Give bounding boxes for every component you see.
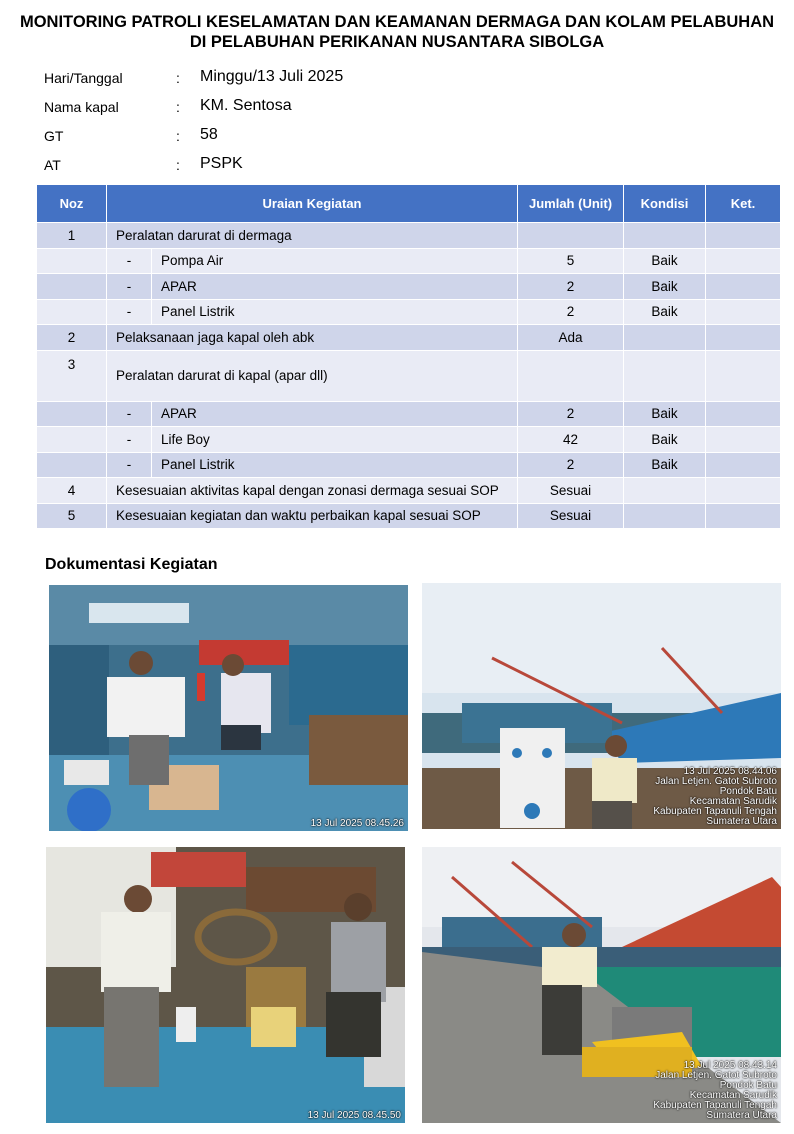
document-title — [0, 12, 794, 52]
cell-ket — [706, 248, 781, 274]
info-label: Hari/Tanggal — [44, 70, 123, 86]
info-value: Minggu/13 Juli 2025 — [200, 68, 344, 85]
cell-uraian: Kesesuaian aktivitas kapal dengan zonasi dermaga sesuai SOP — [107, 478, 518, 504]
photo-engine-room-image — [49, 585, 408, 831]
table-row — [37, 299, 781, 325]
stamp-line: Kabupaten Tapanuli Tengah — [653, 1100, 777, 1111]
cell-uraian: Pelaksanaan jaga kapal oleh abk — [107, 325, 518, 351]
cell-ket — [706, 478, 781, 504]
cell-ket — [706, 350, 781, 401]
cell-jumlah — [518, 350, 624, 401]
cell-dash: - — [107, 401, 152, 427]
photo-engine-discussion-image — [46, 847, 405, 1123]
cell-ket — [706, 452, 781, 478]
header-kondisi: Kondisi — [624, 185, 706, 223]
cell-jumlah — [518, 223, 624, 249]
cell-no — [37, 452, 107, 478]
stamp-line: Kecamatan Sarudik — [689, 796, 777, 807]
info-colon: : — [176, 128, 180, 144]
title-line-2: DI PELABUHAN PERIKANAN NUSANTARA SIBOLGA — [189, 33, 605, 51]
cell-jumlah: 5 — [518, 248, 624, 274]
cell-ket — [706, 427, 781, 453]
cell-uraian: Peralatan darurat di kapal (apar dll) — [107, 350, 518, 401]
info-label: Nama kapal — [44, 99, 119, 115]
cell-kondisi: Baik — [624, 401, 706, 427]
cell-dash: - — [107, 248, 152, 274]
cell-item: Pompa Air — [152, 248, 518, 274]
title-line-1: MONITORING PATROLI KESELAMATAN DAN KEAMANAN DERMAGA DAN KOLAM PELABUHAN — [19, 13, 775, 31]
info-colon: : — [176, 157, 180, 173]
header-no: Noz — [37, 185, 107, 223]
info-value: PSPK — [200, 155, 243, 172]
info-colon: : — [176, 99, 180, 115]
cell-jumlah: 2 — [518, 401, 624, 427]
info-value: 58 — [200, 126, 218, 143]
cell-kondisi: Baik — [624, 299, 706, 325]
cell-kondisi: Baik — [624, 274, 706, 300]
photo-timestamp — [653, 1061, 777, 1121]
cell-dash: - — [107, 299, 152, 325]
info-value: KM. Sentosa — [200, 97, 292, 114]
stamp-line: 13 Jul 2025 08.44.06 — [683, 766, 777, 777]
info-row-at — [44, 153, 444, 182]
cell-no — [37, 248, 107, 274]
cell-kondisi — [624, 325, 706, 351]
table-row — [37, 478, 781, 504]
cell-item: Life Boy — [152, 427, 518, 453]
cell-item: Panel Listrik — [152, 452, 518, 478]
stamp-line: Pondok Batu — [719, 1080, 777, 1091]
table-row — [37, 452, 781, 478]
cell-kondisi — [624, 350, 706, 401]
cell-no — [37, 401, 107, 427]
cell-ket — [706, 299, 781, 325]
cell-jumlah: 2 — [518, 299, 624, 325]
stamp-line: Pondok Batu — [719, 786, 777, 797]
info-row-ship-name — [44, 95, 444, 124]
cell-jumlah: 2 — [518, 452, 624, 478]
photo-engine-room-inspection — [49, 585, 408, 831]
cell-no — [37, 299, 107, 325]
cell-item: Panel Listrik — [152, 299, 518, 325]
info-colon: : — [176, 70, 180, 86]
cell-jumlah: Sesuai — [518, 478, 624, 504]
cell-dash: - — [107, 452, 152, 478]
table-header-row — [37, 185, 781, 223]
photo-engine-room-discussion — [46, 847, 405, 1123]
stamp-line: 13 Jul 2025 08.45.26 — [310, 818, 404, 829]
table-row — [37, 223, 781, 249]
table-row — [37, 274, 781, 300]
stamp-line: Jalan Letjen. Gatot Subroto — [655, 776, 777, 787]
table-row — [37, 248, 781, 274]
cell-jumlah: Ada — [518, 325, 624, 351]
header-uraian: Uraian Kegiatan — [107, 185, 518, 223]
header-ket: Ket. — [706, 185, 781, 223]
cell-kondisi: Baik — [624, 452, 706, 478]
documentation-heading: Dokumentasi Kegiatan — [45, 556, 218, 573]
stamp-line: Jalan Letjen. Gatot Subroto — [655, 1070, 777, 1081]
table-row — [37, 350, 781, 401]
cell-item: APAR — [152, 401, 518, 427]
stamp-line: Kecamatan Sarudik — [689, 1090, 777, 1101]
cell-ket — [706, 223, 781, 249]
photo-harbor-electric-post — [422, 583, 781, 829]
table-row — [37, 503, 781, 529]
stamp-line: Sumatera Utara — [706, 816, 777, 827]
cell-no: 5 — [37, 503, 107, 529]
photo-timestamp — [311, 819, 404, 829]
cell-ket — [706, 325, 781, 351]
cell-kondisi — [624, 478, 706, 504]
cell-kondisi: Baik — [624, 427, 706, 453]
vessel-info — [44, 66, 444, 182]
cell-no: 4 — [37, 478, 107, 504]
table-row — [37, 325, 781, 351]
header-jumlah: Jumlah (Unit) — [518, 185, 624, 223]
photo-timestamp — [308, 1111, 401, 1121]
info-row-gt — [44, 124, 444, 153]
photo-dock-electric-panel — [422, 847, 781, 1123]
cell-uraian: Kesesuaian kegiatan dan waktu perbaikan kapal sesuai SOP — [107, 503, 518, 529]
table-row — [37, 427, 781, 453]
cell-dash: - — [107, 427, 152, 453]
cell-no: 2 — [37, 325, 107, 351]
cell-ket — [706, 401, 781, 427]
cell-dash: - — [107, 274, 152, 300]
cell-kondisi — [624, 503, 706, 529]
cell-no — [37, 274, 107, 300]
stamp-line: 13 Jul 2025 08.43.14 — [683, 1060, 777, 1071]
cell-uraian: Peralatan darurat di dermaga — [107, 223, 518, 249]
info-label: AT — [44, 157, 61, 173]
info-row-date — [44, 66, 444, 95]
photo-timestamp — [653, 767, 777, 827]
stamp-line: Sumatera Utara — [706, 1110, 777, 1121]
cell-item: APAR — [152, 274, 518, 300]
stamp-line: Kabupaten Tapanuli Tengah — [653, 806, 777, 817]
cell-kondisi — [624, 223, 706, 249]
cell-no: 1 — [37, 223, 107, 249]
info-label: GT — [44, 128, 64, 144]
cell-ket — [706, 503, 781, 529]
cell-jumlah: 42 — [518, 427, 624, 453]
cell-kondisi: Baik — [624, 248, 706, 274]
cell-jumlah: Sesuai — [518, 503, 624, 529]
cell-no: 3 — [37, 350, 107, 401]
cell-jumlah: 2 — [518, 274, 624, 300]
cell-no — [37, 427, 107, 453]
table-row — [37, 401, 781, 427]
cell-ket — [706, 274, 781, 300]
stamp-line: 13 Jul 2025 08.45.50 — [307, 1110, 401, 1121]
activity-table — [36, 184, 781, 529]
